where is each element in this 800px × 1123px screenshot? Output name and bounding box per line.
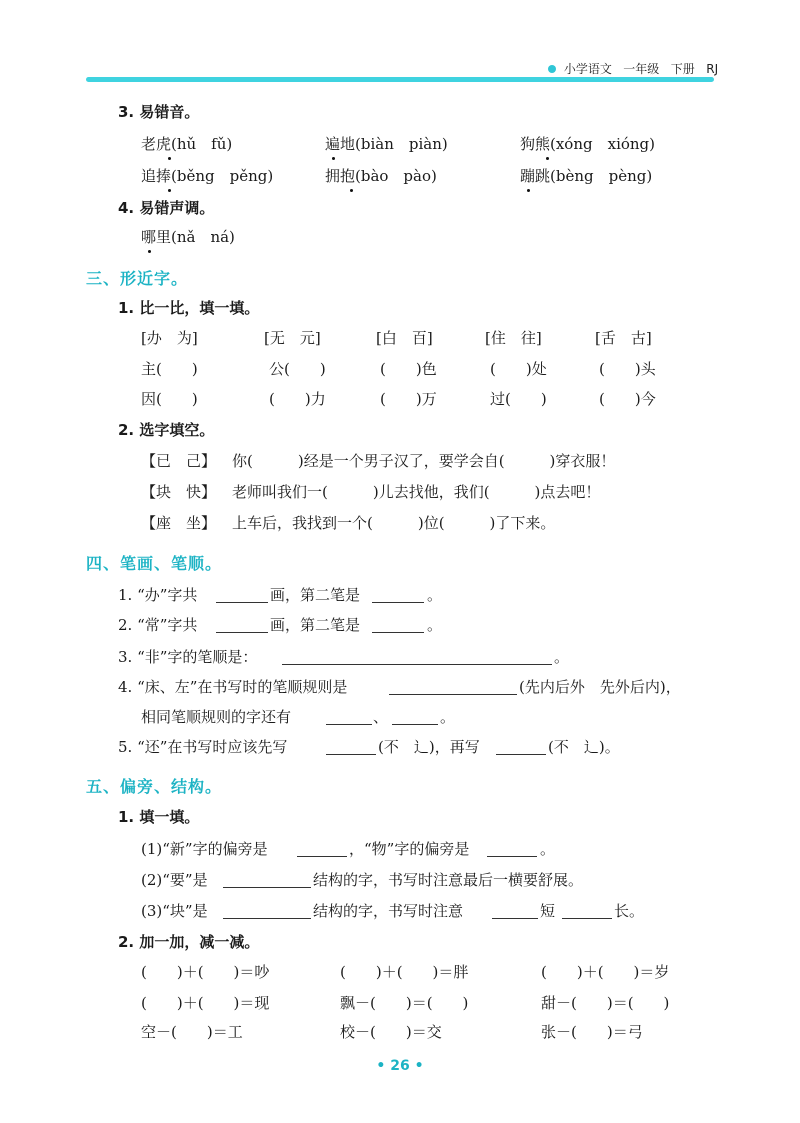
q-text: (先内后外 先外后内)， xyxy=(519,678,681,696)
header-edition: RJ xyxy=(706,62,719,76)
question-title: 2. 选字填空。 xyxy=(118,421,215,439)
q-text: 。 xyxy=(440,708,456,726)
q-text: 相同笔顺规则的字还有 xyxy=(141,708,292,726)
answer-line[interactable] xyxy=(216,632,268,633)
bullet-icon xyxy=(548,65,556,73)
question-title: 1. 比一比，填一填。 xyxy=(118,299,260,317)
fill-blank[interactable]: 因( ) xyxy=(141,390,198,408)
pinyin-item: 蹦跳(bèng pèng) xyxy=(520,167,653,185)
emphasis-dot xyxy=(148,250,151,253)
q-text: 短 xyxy=(540,902,556,920)
section-title: 三、形近字。 xyxy=(86,269,189,288)
pinyin-item: 追捧(běng pěng) xyxy=(141,167,274,185)
char-group: [无 元] xyxy=(264,329,321,347)
header-label xyxy=(548,60,718,77)
q-text: 。 xyxy=(540,840,556,858)
equation[interactable]: ( )＋( )＝吵 xyxy=(141,963,270,981)
part4-title: 4. 易错声调。 xyxy=(118,199,215,217)
q-text: 。 xyxy=(427,586,443,604)
q-text: 。 xyxy=(554,648,570,666)
equation[interactable]: ( )＋( )＝现 xyxy=(141,994,270,1012)
fill-blank[interactable]: 公( ) xyxy=(269,360,326,378)
section-title: 五、偏旁、结构。 xyxy=(86,777,223,796)
q-text: 结构的字，书写时注意最后一横要舒展。 xyxy=(313,871,584,889)
question-title: 1. 填一填。 xyxy=(118,808,200,826)
header-subject: 小学语文 xyxy=(563,62,612,76)
char-group: [舌 古] xyxy=(595,329,652,347)
q-text: (3)“块”是 xyxy=(141,902,208,920)
part3-title: 3. 易错音。 xyxy=(118,103,200,121)
emphasis-dot xyxy=(527,189,530,192)
q-text: 画，第二笔是 xyxy=(270,586,361,604)
tone-item: 哪里(nǎ ná) xyxy=(141,228,235,246)
fill-blank[interactable]: ( )色 xyxy=(380,360,437,378)
q-text: 。 xyxy=(427,616,443,634)
emphasis-dot xyxy=(350,189,353,192)
fill-blank[interactable]: ( )万 xyxy=(380,390,437,408)
q-text: 2. “常”字共 xyxy=(118,616,198,634)
fill-blank[interactable]: 主( ) xyxy=(141,360,198,378)
equation[interactable]: ( )＋( )＝岁 xyxy=(541,963,670,981)
q-text: ，“物”字的偏旁是 xyxy=(349,840,470,858)
pinyin-item: 遍地(biàn piàn) xyxy=(325,135,448,153)
emphasis-dot xyxy=(168,189,171,192)
pinyin-item: 老虎(hǔ fǔ) xyxy=(141,135,233,153)
char-group: [白 百] xyxy=(376,329,433,347)
answer-line[interactable] xyxy=(326,724,372,725)
answer-line[interactable] xyxy=(562,918,612,919)
q-text: 3. “非”字的笔顺是： xyxy=(118,648,258,666)
fill-sentence[interactable]: 老师叫我们一( )儿去找他，我们( )点去吧！ xyxy=(232,483,601,501)
answer-line[interactable] xyxy=(389,694,517,695)
q-text: 、 xyxy=(373,708,389,726)
header-accent-bar xyxy=(86,77,714,82)
fill-blank[interactable]: ( )处 xyxy=(490,360,547,378)
emphasis-dot xyxy=(546,157,549,160)
fill-blank[interactable]: ( )头 xyxy=(599,360,656,378)
fill-sentence[interactable]: 上车后，我找到一个( )位( )了下来。 xyxy=(232,514,556,532)
q-text: 1. “办”字共 xyxy=(118,586,198,604)
emphasis-dot xyxy=(332,157,335,160)
answer-line[interactable] xyxy=(326,754,376,755)
fill-blank[interactable]: 过( ) xyxy=(490,390,547,408)
answer-line[interactable] xyxy=(297,856,347,857)
page-number: • 26 • xyxy=(376,1058,424,1074)
char-group: [办 为] xyxy=(141,329,198,347)
q-text: 结构的字，书写时注意 xyxy=(313,902,464,920)
answer-line[interactable] xyxy=(372,602,424,603)
q-text: 画，第二笔是 xyxy=(270,616,361,634)
answer-line[interactable] xyxy=(223,918,311,919)
header-grade: 一年级 xyxy=(623,62,660,76)
char-pair: 【已 己】 xyxy=(141,452,217,470)
equation[interactable]: 飘－( )＝( ) xyxy=(340,994,469,1012)
answer-line[interactable] xyxy=(282,664,552,665)
char-pair: 【块 快】 xyxy=(141,483,217,501)
answer-line[interactable] xyxy=(216,602,268,603)
q-text: (2)“要”是 xyxy=(141,871,208,889)
header-volume: 下册 xyxy=(670,62,695,76)
question-title: 2. 加一加，减一减。 xyxy=(118,933,260,951)
equation[interactable]: 空－( )＝工 xyxy=(141,1023,243,1041)
char-pair: 【座 坐】 xyxy=(141,514,217,532)
char-group: [住 往] xyxy=(485,329,542,347)
pinyin-item: 拥抱(bào pào) xyxy=(325,167,437,185)
q-text: 4. “床、左”在书写时的笔顺规则是 xyxy=(118,678,348,696)
answer-line[interactable] xyxy=(496,754,546,755)
equation[interactable]: ( )＋( )＝胖 xyxy=(340,963,469,981)
q-text: 5. “还”在书写时应该先写 xyxy=(118,738,288,756)
answer-line[interactable] xyxy=(487,856,537,857)
fill-sentence[interactable]: 你( )经是一个男子汉了，要学会自( )穿衣服！ xyxy=(232,452,616,470)
pinyin-item: 狗熊(xóng xióng) xyxy=(520,135,656,153)
equation[interactable]: 校－( )＝交 xyxy=(340,1023,442,1041)
equation[interactable]: 张－( )＝弓 xyxy=(541,1023,643,1041)
emphasis-dot xyxy=(168,157,171,160)
answer-line[interactable] xyxy=(492,918,538,919)
q-text: (不 辶)，再写 xyxy=(378,738,480,756)
fill-blank[interactable]: ( )力 xyxy=(269,390,326,408)
section-title: 四、笔画、笔顺。 xyxy=(86,554,223,573)
q-text: (不 辶)。 xyxy=(548,738,620,756)
answer-line[interactable] xyxy=(372,632,424,633)
answer-line[interactable] xyxy=(392,724,438,725)
fill-blank[interactable]: ( )今 xyxy=(599,390,656,408)
q-text: (1)“新”字的偏旁是 xyxy=(141,840,268,858)
equation[interactable]: 甜－( )＝( ) xyxy=(541,994,670,1012)
answer-line[interactable] xyxy=(223,887,311,888)
q-text: 长。 xyxy=(614,902,645,920)
